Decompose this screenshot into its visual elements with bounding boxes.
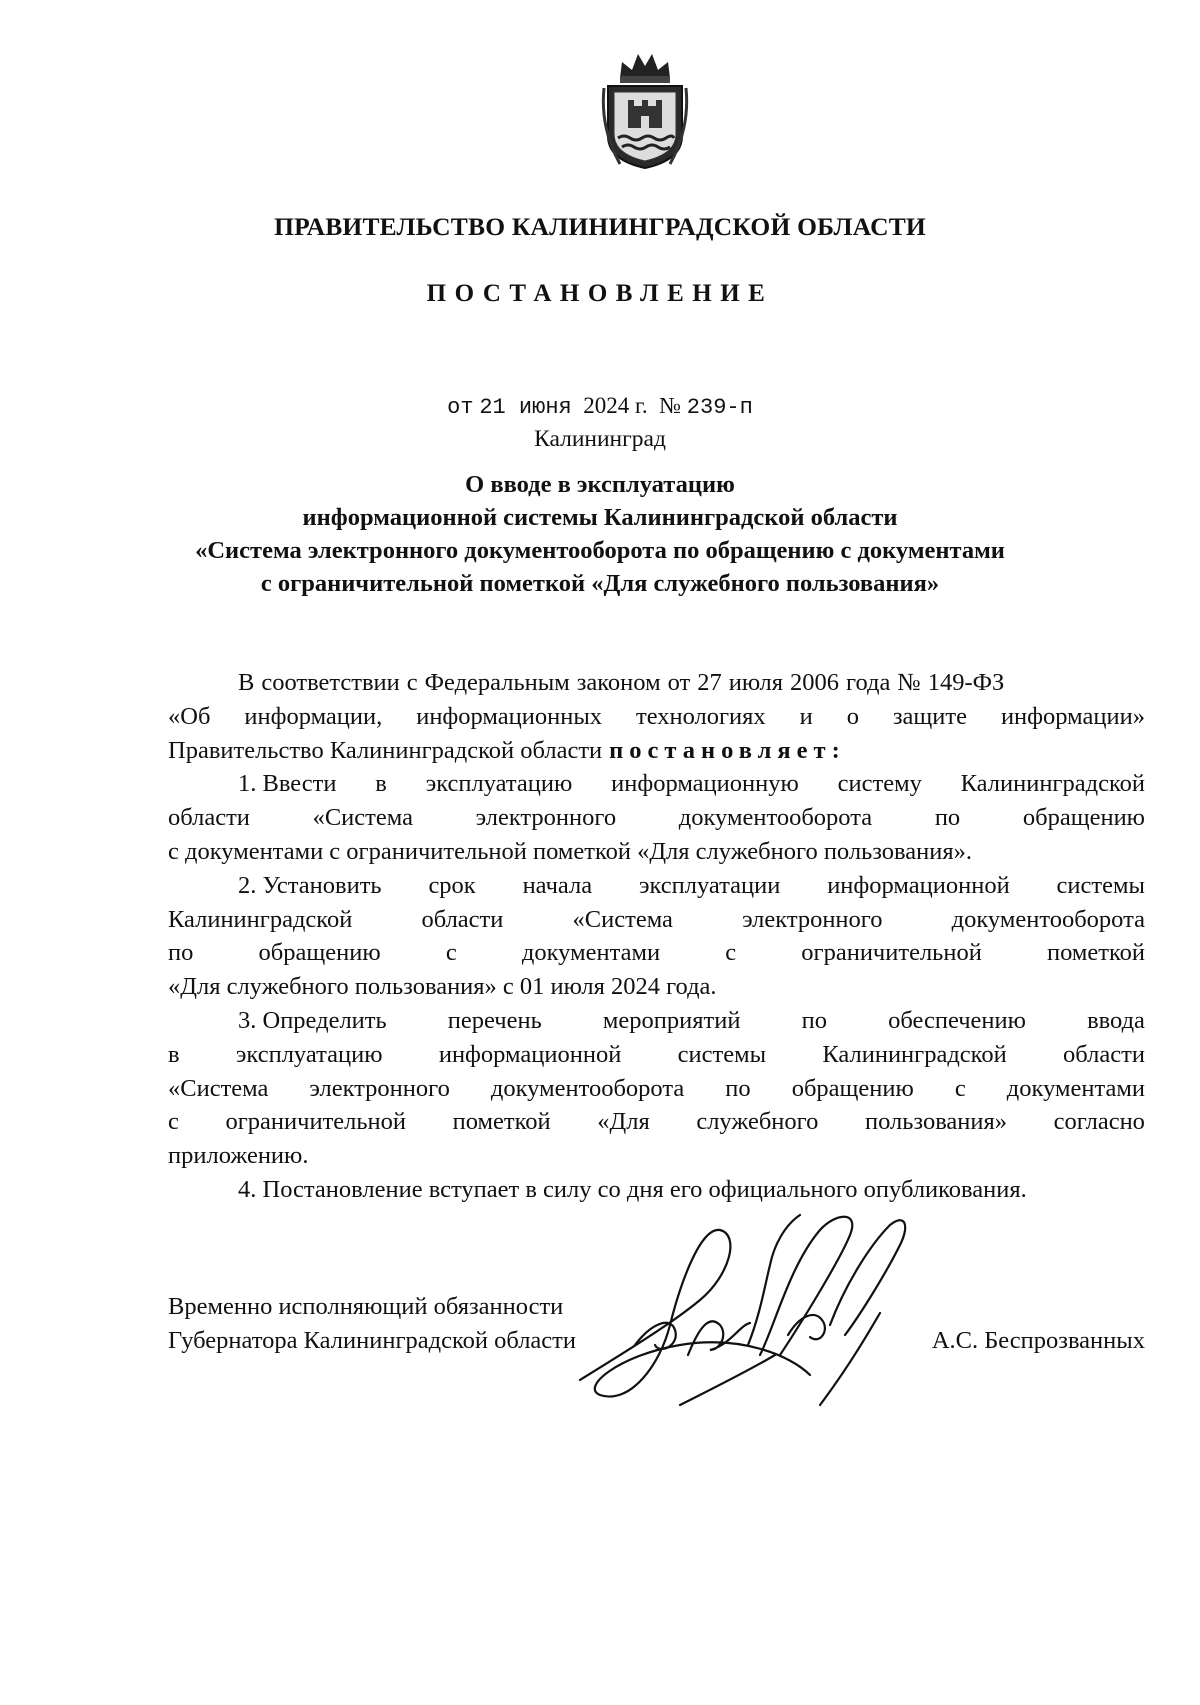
body-line bbox=[168, 734, 1145, 768]
body-word: с bbox=[725, 939, 737, 967]
date-prefix: от bbox=[447, 395, 474, 420]
body-word: ограничительной bbox=[801, 939, 982, 967]
body-word: систему bbox=[837, 770, 922, 798]
body-word: от bbox=[667, 669, 691, 696]
body-word: «Система bbox=[572, 905, 673, 933]
body-word: Калининградской bbox=[822, 1040, 1007, 1068]
body-line: с документами с ограничительной пометкой «Для служебного пользования». bbox=[168, 837, 973, 865]
coat-of-arms-icon bbox=[600, 48, 690, 172]
body-word: области bbox=[168, 804, 250, 832]
body-word: Калининградской bbox=[168, 905, 353, 933]
document-date: 21 июня bbox=[479, 395, 572, 420]
organization-title: ПРАВИТЕЛЬСТВО КАЛИНИНГРАДСКОЙ ОБЛАСТИ bbox=[274, 212, 926, 241]
body-word: «Система bbox=[168, 1074, 269, 1102]
body-word: документооборота bbox=[490, 1074, 685, 1102]
body-word: информационной bbox=[827, 871, 1010, 899]
body-word: обращению bbox=[258, 939, 381, 967]
body-word: с bbox=[168, 1108, 179, 1136]
body-word: защите bbox=[892, 702, 967, 730]
body-word: информации, bbox=[244, 702, 383, 730]
body-word: электронного bbox=[475, 804, 617, 832]
document-year: 2024 г. bbox=[583, 393, 648, 418]
body-word: информационной bbox=[438, 1040, 622, 1068]
body-word: мероприятий bbox=[602, 1006, 741, 1034]
body-word: служебного bbox=[696, 1108, 819, 1136]
subject-line: О вводе в эксплуатацию bbox=[465, 471, 735, 498]
body-word: «Об bbox=[168, 702, 211, 730]
document-body bbox=[168, 666, 1145, 1207]
body-word: 1. Ввести bbox=[238, 770, 337, 798]
document-subject bbox=[90, 468, 1110, 600]
body-word: «Система bbox=[312, 804, 413, 832]
decree-word: постановляет: bbox=[609, 736, 846, 764]
signatory-position bbox=[168, 1290, 576, 1358]
body-word: и bbox=[799, 702, 813, 730]
body-word: информации» bbox=[1000, 702, 1145, 730]
body-word: документооборота bbox=[951, 905, 1145, 933]
body-line bbox=[168, 1038, 1145, 1072]
body-word: законом bbox=[576, 669, 661, 696]
body-word: технологиях bbox=[635, 702, 766, 730]
body-line: 4. Постановление вступает в силу со дня его официального опубликования. bbox=[238, 1175, 1027, 1203]
body-word: с bbox=[954, 1074, 966, 1102]
body-text: Правительство Калининградской области bbox=[168, 736, 603, 764]
body-word: Калининградской bbox=[960, 770, 1145, 798]
body-word: обеспечению bbox=[888, 1006, 1026, 1034]
body-word: 2006 bbox=[790, 669, 840, 696]
body-word: пометкой bbox=[452, 1108, 551, 1136]
body-word: 3. Определить bbox=[238, 1006, 387, 1034]
body-word: обращению bbox=[791, 1074, 914, 1102]
body-word: 2. Установить bbox=[238, 871, 382, 899]
body-word: документами bbox=[1006, 1074, 1145, 1102]
body-word: электронного bbox=[309, 1074, 450, 1102]
handwritten-signature-icon bbox=[560, 1205, 930, 1445]
body-word: области bbox=[421, 905, 504, 933]
subject-line: информационной системы Калининградской области bbox=[302, 504, 898, 531]
body-word: о bbox=[846, 702, 859, 730]
body-word: пометкой bbox=[1047, 939, 1145, 967]
body-word: В bbox=[238, 669, 255, 696]
city: Калининград bbox=[534, 426, 666, 452]
number-sign: № bbox=[659, 393, 682, 418]
body-word: документооборота bbox=[678, 804, 873, 832]
body-word: по bbox=[168, 939, 194, 967]
body-word: обращению bbox=[1022, 804, 1145, 832]
body-word: «Для bbox=[597, 1108, 650, 1136]
body-word: в bbox=[168, 1040, 180, 1068]
body-word: эксплуатации bbox=[638, 871, 781, 899]
body-word: ввода bbox=[1087, 1006, 1145, 1034]
body-word: пользования» bbox=[864, 1108, 1008, 1136]
body-line bbox=[168, 869, 1145, 903]
body-word: перечень bbox=[447, 1006, 542, 1034]
body-word: соответствии bbox=[261, 669, 400, 696]
body-word: системы bbox=[1056, 871, 1145, 899]
body-line bbox=[168, 903, 1145, 937]
body-line bbox=[168, 767, 1145, 801]
body-line bbox=[168, 700, 1145, 734]
body-word: срок bbox=[428, 871, 476, 899]
body-word: документами bbox=[521, 939, 661, 967]
body-line bbox=[168, 1004, 1145, 1038]
subject-line: «Система электронного документооборота по обращению с документами bbox=[195, 537, 1005, 564]
body-word: информационную bbox=[611, 770, 799, 798]
body-word: начала bbox=[522, 871, 593, 899]
body-line bbox=[168, 936, 1145, 970]
body-line: приложению. bbox=[168, 1142, 309, 1170]
body-word: электронного bbox=[742, 905, 883, 933]
body-word: года bbox=[846, 669, 891, 696]
body-word: июля bbox=[728, 669, 784, 696]
body-word: по bbox=[801, 1006, 827, 1034]
body-line bbox=[168, 801, 1145, 835]
body-word: с bbox=[445, 939, 457, 967]
position-line: Временно исполняющий обязанности bbox=[168, 1293, 564, 1320]
body-word: системы bbox=[677, 1040, 767, 1068]
body-word: в bbox=[375, 770, 387, 798]
body-line bbox=[168, 666, 1145, 700]
document-number: 239-п bbox=[686, 395, 753, 420]
body-word: информационных bbox=[416, 702, 603, 730]
body-word: Федеральным bbox=[424, 669, 570, 696]
body-line: «Для служебного пользования» с 01 июля 2024 года. bbox=[168, 973, 717, 1001]
body-word: 27 bbox=[697, 669, 722, 696]
body-word: согласно bbox=[1053, 1108, 1145, 1136]
body-line bbox=[168, 1072, 1145, 1106]
body-word: № bbox=[897, 669, 921, 696]
position-line: Губернатора Калининградской области bbox=[168, 1327, 576, 1354]
body-word: эксплуатацию bbox=[235, 1040, 383, 1068]
body-word: по bbox=[934, 804, 961, 832]
document-type: ПОСТАНОВЛЕНИЕ bbox=[426, 280, 774, 307]
subject-line: с ограничительной пометкой «Для служебного пользования» bbox=[260, 570, 940, 597]
signatory-name: А.С. Беспрозванных bbox=[931, 1327, 1145, 1354]
body-word: с bbox=[406, 669, 418, 696]
body-line bbox=[168, 1105, 1145, 1139]
body-word: ограничительной bbox=[225, 1108, 407, 1136]
body-word: по bbox=[725, 1074, 751, 1102]
body-word: эксплуатацию bbox=[425, 770, 573, 798]
body-word: 149-ФЗ bbox=[927, 669, 1005, 696]
date-number-line bbox=[0, 393, 1200, 420]
body-word: области bbox=[1063, 1040, 1145, 1068]
